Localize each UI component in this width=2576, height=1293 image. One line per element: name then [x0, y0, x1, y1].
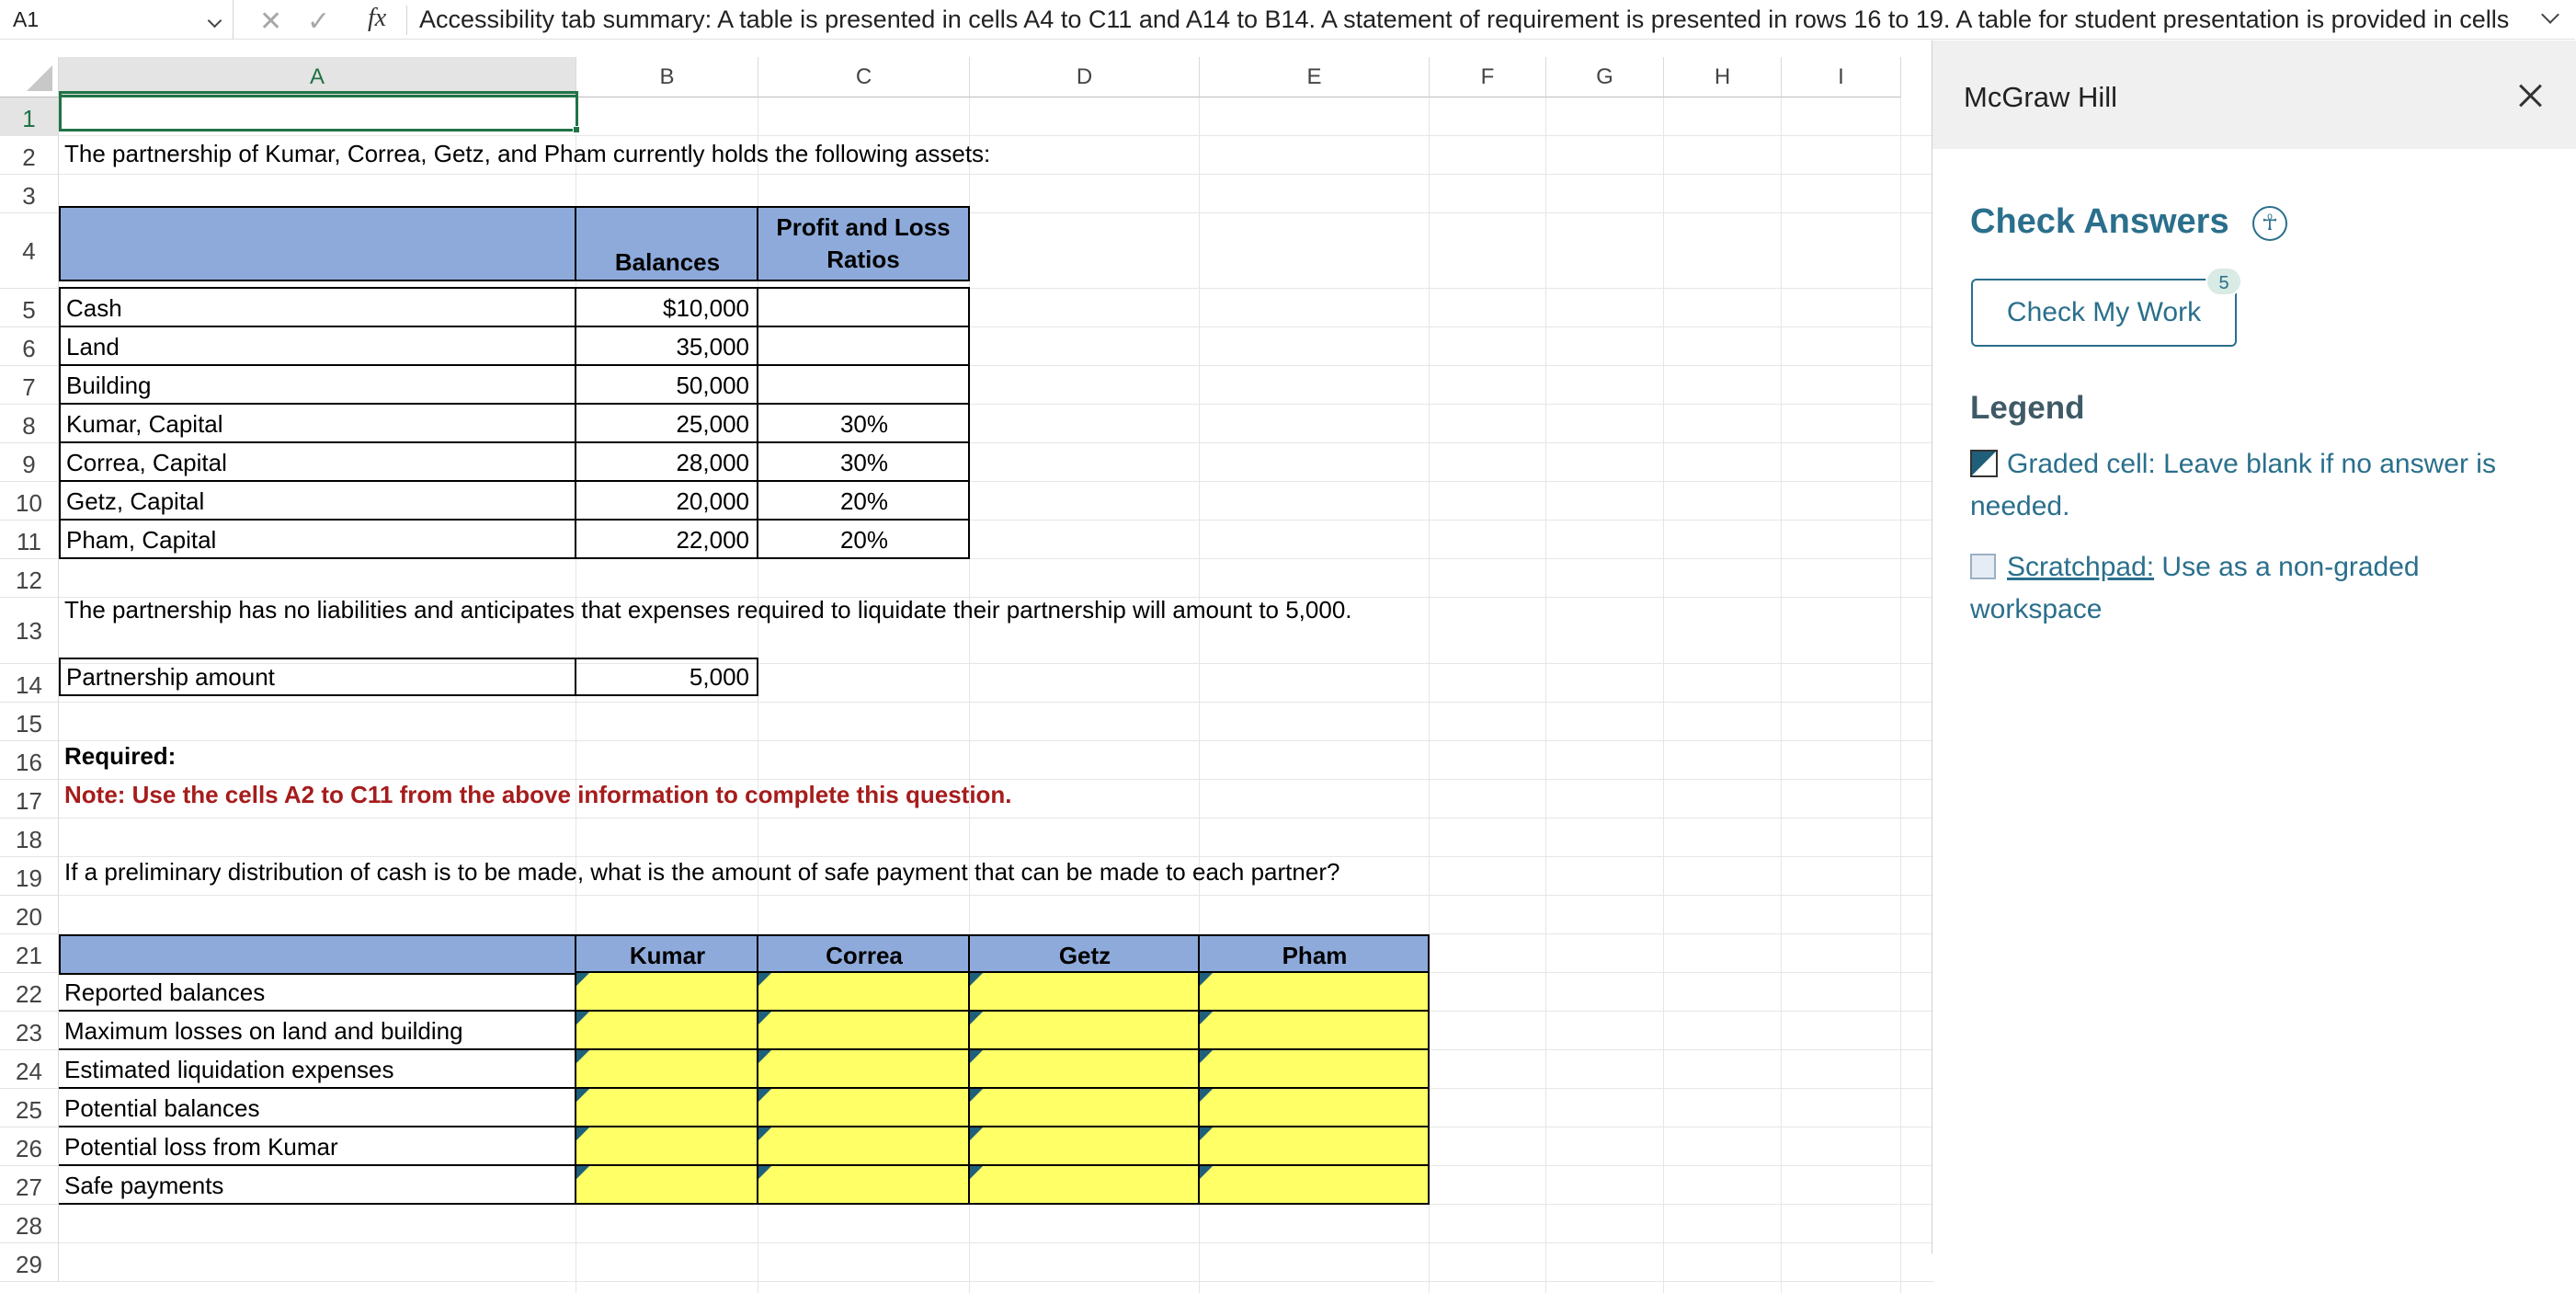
row-header-17[interactable]: 17: [0, 780, 59, 818]
gridline-horizontal: [59, 1242, 1934, 1243]
asset-balance[interactable]: 28,000: [575, 441, 758, 482]
ratios-header-line1: Profit and Loss: [776, 213, 951, 242]
asset-balance[interactable]: 20,000: [575, 480, 758, 521]
mcgraw-hill-panel: [1932, 40, 2575, 1253]
column-header-e[interactable]: E: [1200, 57, 1430, 97]
asset-ratio[interactable]: 30%: [757, 441, 970, 482]
scratchpad-link[interactable]: Scratchpad:: [2007, 552, 2155, 582]
column-header-b[interactable]: B: [576, 57, 758, 97]
row-header-12[interactable]: 12: [0, 559, 59, 598]
name-box[interactable]: [0, 0, 234, 40]
asset-label[interactable]: Correa, Capital: [59, 441, 576, 482]
expand-formula-bar-icon[interactable]: [2541, 6, 2559, 24]
row-header-23[interactable]: 23: [0, 1012, 59, 1050]
asset-ratio[interactable]: [757, 364, 970, 405]
assets-header-a[interactable]: [59, 206, 576, 281]
asset-balance[interactable]: 22,000: [575, 519, 758, 559]
accessibility-icon[interactable]: ☥: [2252, 206, 2287, 241]
asset-balance[interactable]: 25,000: [575, 403, 758, 443]
gridline-horizontal: [59, 174, 1934, 175]
assets-header-balances[interactable]: Balances: [575, 206, 758, 281]
required-heading[interactable]: Required:: [64, 742, 177, 771]
gridline-horizontal: [59, 895, 1934, 896]
close-icon[interactable]: [2512, 77, 2548, 114]
asset-ratio[interactable]: [757, 287, 970, 327]
answer-row-label[interactable]: Maximum losses on land and building: [59, 1012, 576, 1050]
formula-bar: [0, 0, 2575, 40]
partnership-amount-value[interactable]: 5,000: [575, 658, 758, 696]
answer-row-label[interactable]: Potential loss from Kumar: [59, 1127, 576, 1166]
graded-input-cell[interactable]: [968, 1048, 1200, 1089]
column-header-d[interactable]: D: [970, 57, 1200, 97]
asset-label[interactable]: Getz, Capital: [59, 480, 576, 521]
row-header-26[interactable]: 26: [0, 1127, 59, 1166]
liabilities-note[interactable]: The partnership has no liabilities and anticipates that expenses required to liquidate their partnership will amount to 5,000.: [64, 596, 1352, 624]
row-header-7[interactable]: 7: [0, 366, 59, 405]
check-answers-heading: Check Answers: [1970, 202, 2229, 241]
panel-header: [1932, 40, 2576, 149]
row-header-19[interactable]: 19: [0, 857, 59, 896]
attempts-badge: 5: [2206, 267, 2242, 296]
row-header-11[interactable]: 11: [0, 521, 59, 559]
row-header-21[interactable]: 21: [0, 934, 59, 973]
scratchpad-legend: [1970, 546, 2540, 631]
gridline-horizontal: [59, 1281, 1934, 1282]
answer-header-correa[interactable]: Correa: [757, 934, 970, 975]
answer-row-label[interactable]: Estimated liquidation expenses: [59, 1050, 576, 1089]
graded-input-cell[interactable]: [1198, 1010, 1430, 1050]
panel-title: McGraw Hill: [1964, 81, 2118, 113]
fill-handle[interactable]: [573, 126, 580, 133]
gridline-vertical: [1900, 97, 1901, 1293]
graded-input-cell[interactable]: [1198, 971, 1430, 1012]
row-header-3[interactable]: 3: [0, 175, 59, 213]
row-header-20[interactable]: 20: [0, 896, 59, 934]
gridline-vertical: [1663, 97, 1664, 1293]
answer-row-label[interactable]: Potential balances: [59, 1089, 576, 1127]
graded-legend-text: Graded cell: Leave blank if no answer is needed.: [1970, 449, 2496, 521]
row-header-10[interactable]: 10: [0, 482, 59, 521]
asset-ratio[interactable]: 30%: [757, 403, 970, 443]
graded-input-cell[interactable]: [757, 1087, 970, 1127]
gridline-horizontal: [59, 740, 1934, 741]
graded-input-cell[interactable]: [1198, 1126, 1430, 1166]
row-header-14[interactable]: 14: [0, 664, 59, 703]
function-icon[interactable]: fx: [368, 4, 387, 32]
asset-balance[interactable]: 50,000: [575, 364, 758, 405]
row-header-18[interactable]: 18: [0, 818, 59, 857]
row-header-9[interactable]: 9: [0, 443, 59, 482]
graded-input-cell[interactable]: [968, 1087, 1200, 1127]
column-header-h[interactable]: H: [1664, 57, 1782, 97]
chevron-down-icon[interactable]: [208, 14, 222, 29]
asset-label[interactable]: Building: [59, 364, 576, 405]
confirm-icon[interactable]: ✓: [307, 6, 331, 37]
row-header-22[interactable]: 22: [0, 973, 59, 1012]
column-header-i[interactable]: I: [1782, 57, 1901, 97]
graded-input-cell[interactable]: [968, 1164, 1200, 1205]
row-header-24[interactable]: 24: [0, 1050, 59, 1089]
ratios-header-line2: Ratios: [826, 246, 900, 273]
asset-label[interactable]: Pham, Capital: [59, 519, 576, 559]
asset-balance[interactable]: 35,000: [575, 326, 758, 366]
graded-input-cell[interactable]: [575, 1010, 758, 1050]
graded-input-cell[interactable]: [575, 971, 758, 1012]
graded-input-cell[interactable]: [575, 1048, 758, 1089]
graded-input-cell[interactable]: [575, 1126, 758, 1166]
row-header-13[interactable]: 13: [0, 598, 59, 664]
asset-label[interactable]: Land: [59, 326, 576, 366]
row-header-27[interactable]: 27: [0, 1166, 59, 1205]
column-header-c[interactable]: C: [758, 57, 970, 97]
row-header-5[interactable]: 5: [0, 289, 59, 327]
legend-heading: Legend: [1970, 390, 2085, 426]
graded-input-cell[interactable]: [968, 971, 1200, 1012]
graded-input-cell[interactable]: [757, 1126, 970, 1166]
selected-cell-a1[interactable]: [59, 91, 578, 132]
answer-header-kumar[interactable]: Kumar: [575, 934, 758, 975]
row-header-2[interactable]: 2: [0, 136, 59, 175]
name-box-value: A1: [13, 7, 40, 31]
graded-input-cell[interactable]: [575, 1164, 758, 1205]
answer-row-label[interactable]: Reported balances: [59, 973, 576, 1012]
answer-header-pham[interactable]: Pham: [1198, 934, 1430, 975]
gridline-horizontal: [59, 702, 1934, 703]
graded-input-cell[interactable]: [757, 1048, 970, 1089]
row-header-25[interactable]: 25: [0, 1089, 59, 1127]
answer-row-label[interactable]: Safe payments: [59, 1166, 576, 1205]
partnership-amount-label[interactable]: Partnership amount: [59, 658, 576, 696]
column-header-f[interactable]: F: [1430, 57, 1546, 97]
graded-input-cell[interactable]: [1198, 1048, 1430, 1089]
check-my-work-button[interactable]: Check My Work: [1971, 279, 2237, 347]
note-text[interactable]: Note: Use the cells A2 to C11 from the above information to complete this question.: [64, 781, 1012, 809]
asset-ratio[interactable]: 20%: [757, 480, 970, 521]
row-header-15[interactable]: 15: [0, 703, 59, 741]
question-text[interactable]: If a preliminary distribution of cash is to be made, what is the amount of safe payment that can be made to each partner?: [64, 858, 1340, 887]
row-header-16[interactable]: 16: [0, 741, 59, 780]
asset-ratio[interactable]: [757, 326, 970, 366]
answer-header-a[interactable]: [59, 934, 576, 975]
gridline-vertical: [1781, 97, 1782, 1293]
row-header-28[interactable]: 28: [0, 1205, 59, 1243]
row-header-1[interactable]: 1: [0, 97, 59, 136]
spreadsheet-grid[interactable]: [0, 40, 1931, 1278]
row-header-6[interactable]: 6: [0, 327, 59, 366]
asset-label[interactable]: Cash: [59, 287, 576, 327]
row-header-8[interactable]: 8: [0, 405, 59, 443]
graded-input-cell[interactable]: [575, 1087, 758, 1127]
graded-input-cell[interactable]: [968, 1010, 1200, 1050]
column-header-g[interactable]: G: [1546, 57, 1664, 97]
graded-input-cell[interactable]: [1198, 1164, 1430, 1205]
asset-ratio[interactable]: 20%: [757, 519, 970, 559]
graded-input-cell[interactable]: [968, 1126, 1200, 1166]
asset-label[interactable]: Kumar, Capital: [59, 403, 576, 443]
assets-header-ratios[interactable]: [757, 206, 970, 281]
select-all-icon: [27, 65, 52, 91]
formula-bar-divider: [406, 6, 407, 35]
asset-balance[interactable]: $10,000: [575, 287, 758, 327]
graded-input-cell[interactable]: [757, 971, 970, 1012]
formula-input[interactable]: Accessibility tab summary: A table is presented in cells A4 to C11 and A14 to B14. A statement of requirement is presented in rows 16 to 19. A table for student presentation is provided in cells: [419, 6, 2510, 33]
select-all-corner[interactable]: [0, 57, 59, 97]
column-header-a[interactable]: A: [59, 57, 576, 97]
intro-text[interactable]: The partnership of Kumar, Correa, Getz, and Pham currently holds the following assets:: [64, 140, 991, 168]
gridline-vertical: [1545, 97, 1546, 1293]
scratchpad-legend-text: Use as a non-graded workspace: [1970, 552, 2420, 624]
answer-header-getz[interactable]: Getz: [968, 934, 1200, 975]
cancel-icon[interactable]: ✕: [259, 6, 283, 37]
graded-input-cell[interactable]: [757, 1010, 970, 1050]
row-header-29[interactable]: 29: [0, 1243, 59, 1282]
graded-input-cell[interactable]: [1198, 1087, 1430, 1127]
graded-input-cell[interactable]: [757, 1164, 970, 1205]
row-header-4[interactable]: 4: [0, 213, 59, 289]
